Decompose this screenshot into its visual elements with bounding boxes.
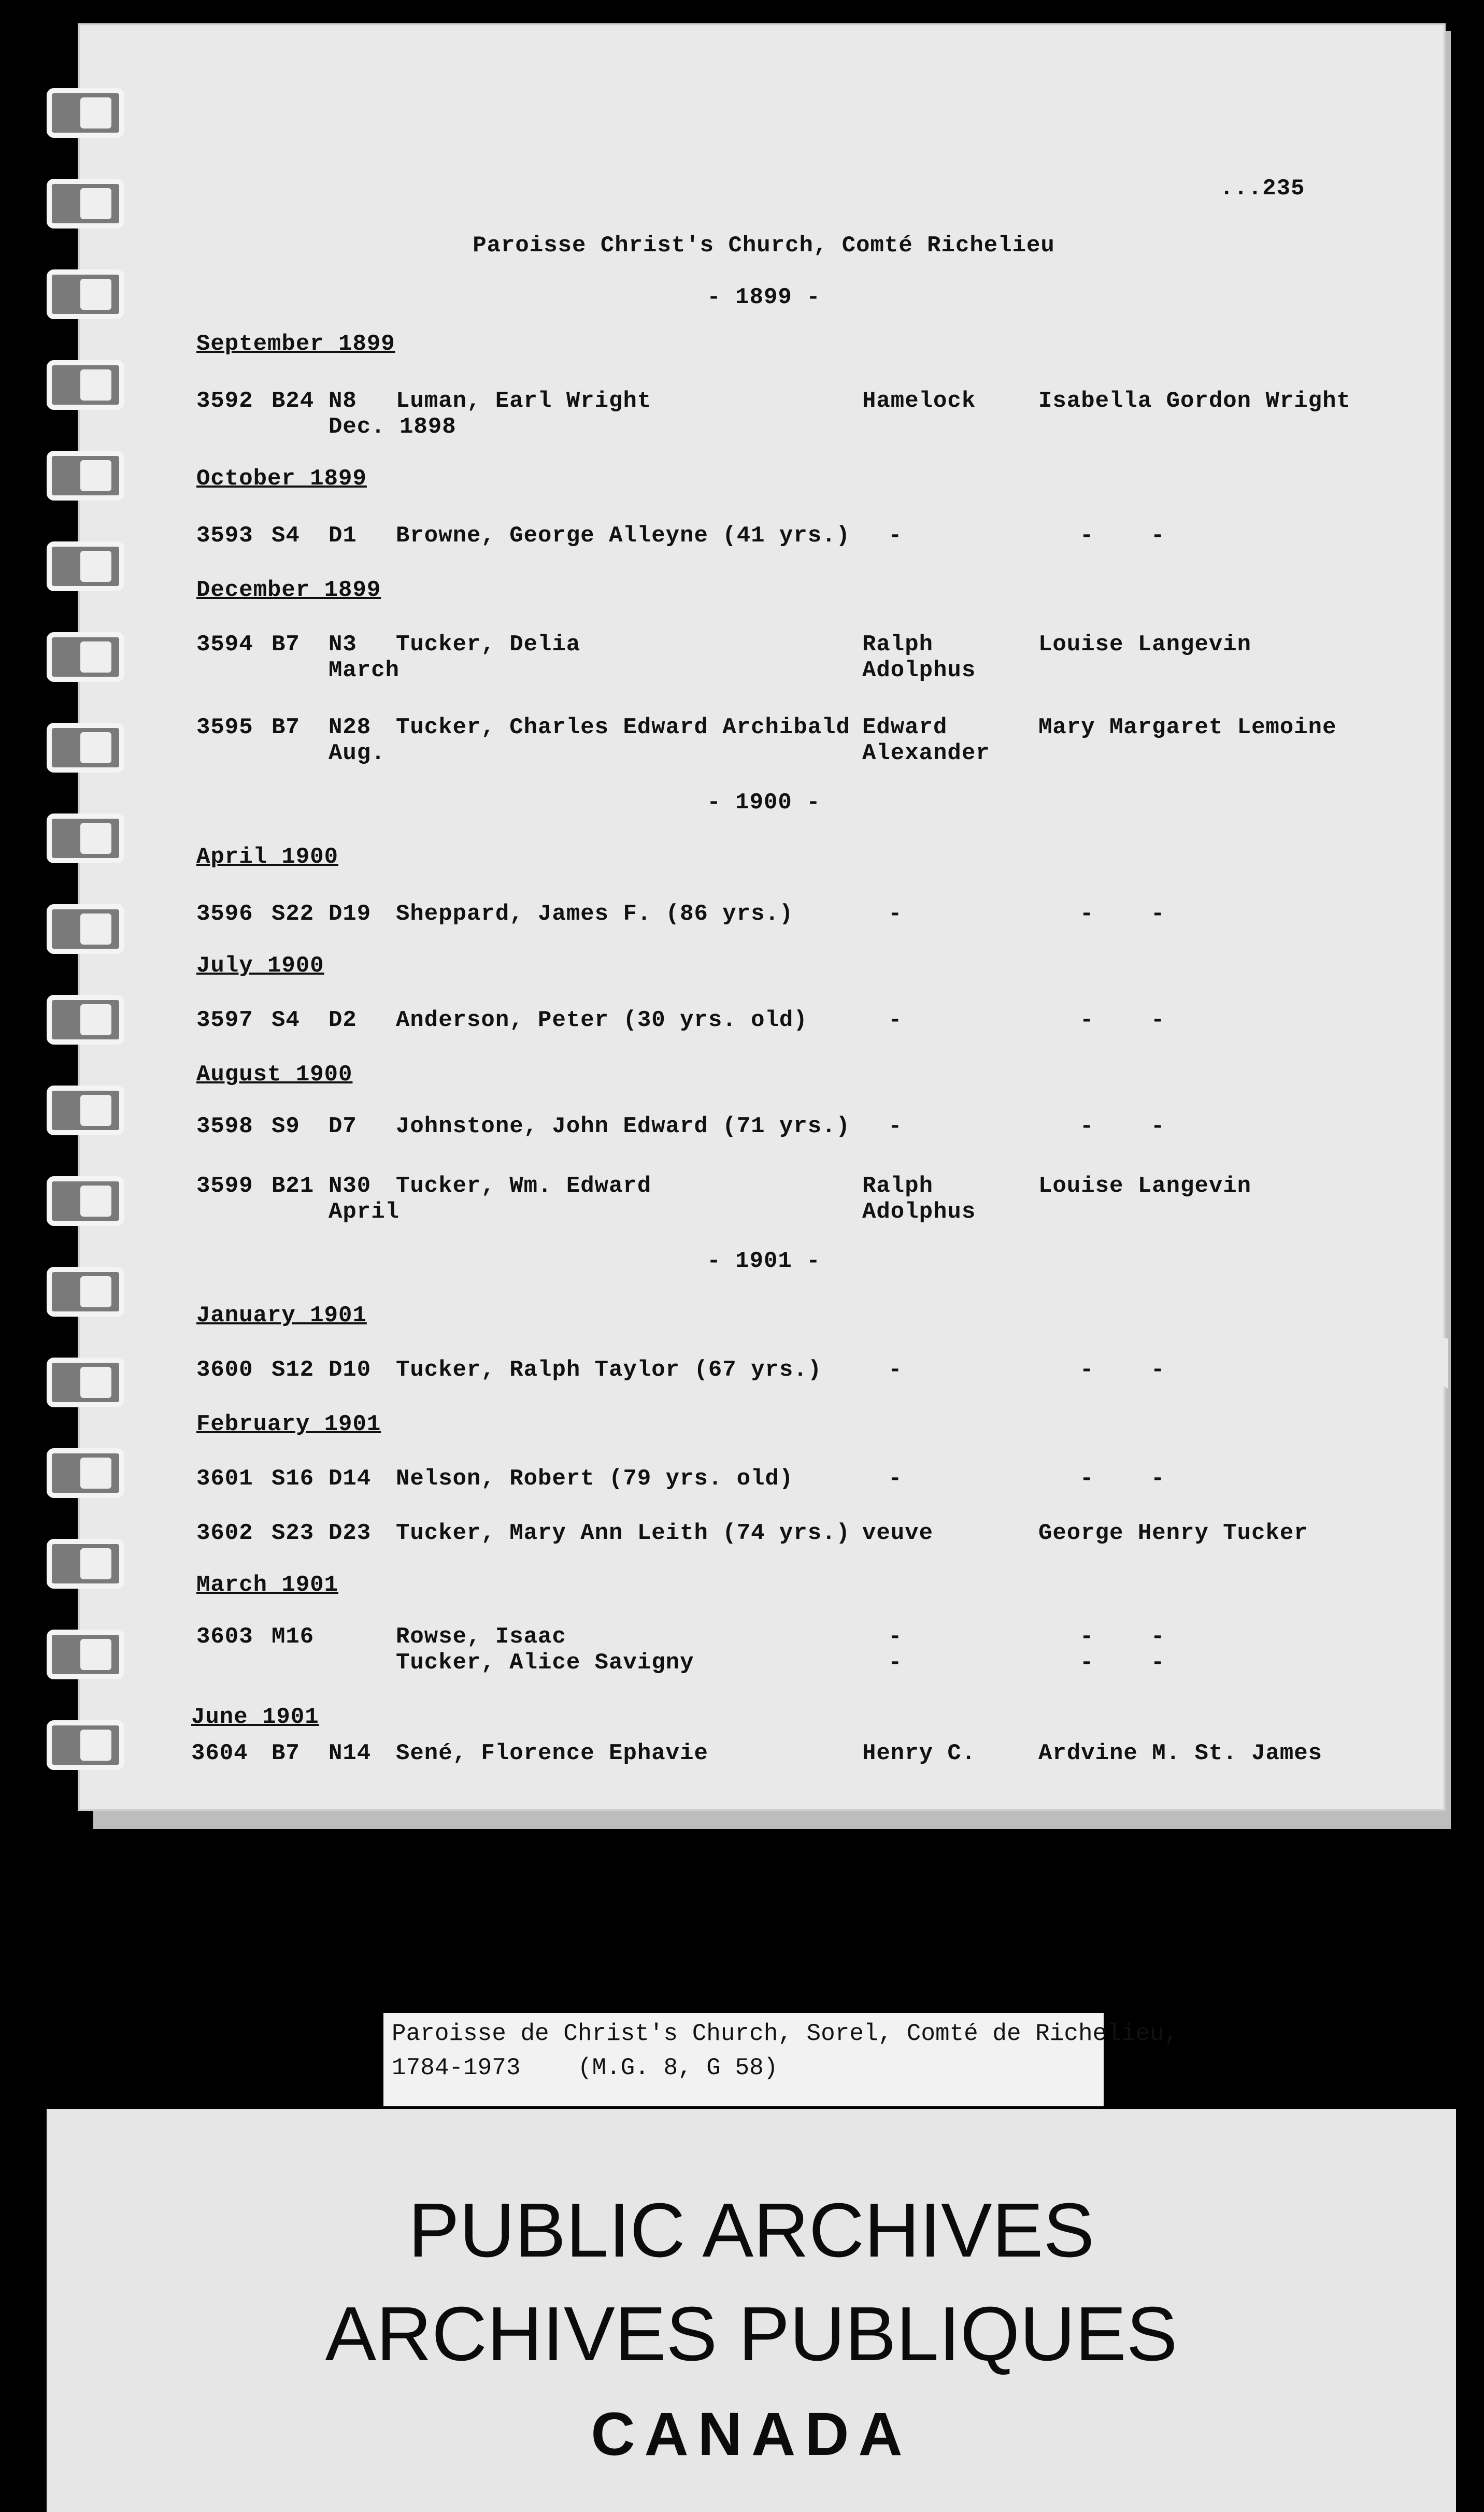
entry-number: 3604: [191, 1740, 248, 1766]
month-heading: February 1901: [196, 1411, 381, 1437]
binding-ring: [47, 813, 124, 863]
entry-register: M16: [272, 1624, 315, 1650]
archives-title-fr: ARCHIVES PUBLIQUES: [325, 2291, 1178, 2377]
entry-number: 3598: [196, 1114, 253, 1139]
entry-register: S4: [272, 523, 300, 549]
binding-ring: [47, 1448, 124, 1498]
entry-event: N3: [329, 632, 357, 658]
entry-father-2: Adolphus: [862, 1199, 976, 1225]
entry-event: D2: [329, 1007, 357, 1033]
entry-event-date: April: [329, 1199, 400, 1225]
entry-event: N30: [329, 1173, 372, 1199]
entry-number: 3595: [196, 715, 253, 740]
year-heading-1900: - 1900 -: [707, 790, 821, 816]
entry-mother: - -: [1080, 1007, 1165, 1033]
entry-father-2: -: [888, 1650, 903, 1676]
binding-ring: [47, 1630, 124, 1679]
entry-name: Tucker, Mary Ann Leith (74 yrs.): [396, 1520, 850, 1546]
archives-card: [47, 2109, 1456, 2512]
register-page: [78, 23, 1446, 1811]
binding-ring: [47, 1720, 124, 1770]
binding-ring: [47, 1267, 124, 1317]
entry-register: B24: [272, 388, 315, 414]
entry-father: -: [888, 1466, 903, 1492]
entry-mother: - -: [1080, 1466, 1165, 1492]
entry-register: B7: [272, 632, 300, 658]
entry-event-date: Dec. 1898: [329, 414, 456, 440]
entry-mother: Louise Langevin: [1038, 1173, 1252, 1199]
entry-father: -: [888, 1114, 903, 1139]
entry-event: N14: [329, 1740, 372, 1766]
entry-event: D1: [329, 523, 357, 549]
entry-number: 3593: [196, 523, 253, 549]
entry-name: Sené, Florence Ephavie: [396, 1740, 708, 1766]
entry-register: B21: [272, 1173, 315, 1199]
entry-register: S4: [272, 1007, 300, 1033]
binding-ring: [47, 632, 124, 682]
binding-ring: [47, 451, 124, 501]
binding-ring: [47, 88, 124, 138]
entry-mother: Ardvine M. St. James: [1038, 1740, 1323, 1766]
entry-name: Johnstone, John Edward (71 yrs.): [396, 1114, 850, 1139]
entry-number: 3601: [196, 1466, 253, 1492]
collection-label-line-2: 1784-1973 (M.G. 8, G 58): [392, 2054, 778, 2081]
binding-ring: [47, 1176, 124, 1226]
entry-event-date: Aug.: [329, 740, 386, 766]
entry-mother: George Henry Tucker: [1038, 1520, 1308, 1546]
binding-ring: [47, 995, 124, 1045]
entry-name: Rowse, Isaac: [396, 1624, 566, 1650]
entry-father-2: Adolphus: [862, 658, 976, 683]
year-heading-1901: - 1901 -: [707, 1248, 821, 1274]
binding-ring: [47, 1539, 124, 1589]
month-heading: June 1901: [191, 1704, 319, 1730]
collection-label-line-1: Paroisse de Christ's Church, Sorel, Comté de Richelieu,: [392, 2020, 1179, 2047]
binding-ring: [47, 179, 124, 229]
entry-name: Tucker, Delia: [396, 632, 581, 658]
entry-mother: Isabella Gordon Wright: [1038, 388, 1351, 414]
binding-ring: [47, 904, 124, 954]
entry-father: Edward: [862, 715, 948, 740]
page-title: Paroisse Christ's Church, Comté Richelieu: [473, 233, 1055, 259]
binding-ring: [47, 1358, 124, 1407]
entry-mother: - -: [1080, 523, 1165, 549]
entry-mother: - -: [1080, 901, 1165, 927]
entry-name: Sheppard, James F. (86 yrs.): [396, 901, 794, 927]
binding-ring: [47, 541, 124, 591]
month-heading: January 1901: [196, 1303, 367, 1329]
entry-event: N8: [329, 388, 357, 414]
entry-father: -: [888, 901, 903, 927]
binding-ring: [47, 360, 124, 410]
entry-mother: - -: [1080, 1624, 1165, 1650]
binding-ring: [47, 269, 124, 319]
entry-event: D14: [329, 1466, 372, 1492]
entry-number: 3592: [196, 388, 253, 414]
archives-title-en: PUBLIC ARCHIVES: [408, 2188, 1095, 2273]
binding-ring: [47, 1086, 124, 1135]
entry-father: Ralph: [862, 632, 934, 658]
archives-country: CANADA: [591, 2400, 912, 2468]
entry-number: 3599: [196, 1173, 253, 1199]
month-heading: September 1899: [196, 331, 395, 357]
entry-number: 3597: [196, 1007, 253, 1033]
page-number: ...235: [1220, 176, 1305, 202]
month-heading: October 1899: [196, 466, 367, 492]
entry-mother: Louise Langevin: [1038, 632, 1252, 658]
entry-father: -: [888, 1624, 903, 1650]
binding-ring: [47, 723, 124, 773]
entry-name: Tucker, Wm. Edward: [396, 1173, 652, 1199]
entry-father: -: [888, 523, 903, 549]
entry-mother-2: - -: [1080, 1650, 1165, 1676]
entry-name: Browne, George Alleyne (41 yrs.): [396, 523, 850, 549]
entry-number: 3602: [196, 1520, 253, 1546]
entry-number: 3596: [196, 901, 253, 927]
month-heading: July 1900: [196, 953, 324, 979]
entry-event: D23: [329, 1520, 372, 1546]
month-heading: August 1900: [196, 1062, 353, 1088]
entry-mother: - -: [1080, 1114, 1165, 1139]
month-heading: April 1900: [196, 844, 339, 870]
entry-number: 3600: [196, 1357, 253, 1383]
entry-name: Luman, Earl Wright: [396, 388, 652, 414]
entry-father: Ralph: [862, 1173, 934, 1199]
month-heading: December 1899: [196, 577, 381, 603]
entry-register: S22: [272, 901, 315, 927]
entry-name: Tucker, Ralph Taylor (67 yrs.): [396, 1357, 822, 1383]
collection-label: [383, 2013, 1179, 2106]
entry-event: D19: [329, 901, 372, 927]
entry-name: Tucker, Charles Edward Archibald: [396, 715, 850, 740]
entry-father: veuve: [862, 1520, 934, 1546]
entry-number: 3603: [196, 1624, 253, 1650]
entry-father: -: [888, 1007, 903, 1033]
entry-name-2: Tucker, Alice Savigny: [396, 1650, 694, 1676]
entry-register: B7: [272, 715, 300, 740]
entry-register: S9: [272, 1114, 300, 1139]
entry-number: 3594: [196, 632, 253, 658]
entry-father: -: [888, 1357, 903, 1383]
entry-mother: Mary Margaret Lemoine: [1038, 715, 1337, 740]
month-heading: March 1901: [196, 1572, 339, 1598]
entry-name: Anderson, Peter (30 yrs. old): [396, 1007, 808, 1033]
entry-event: N28: [329, 715, 372, 740]
entry-event-date: March: [329, 658, 400, 683]
entry-mother: - -: [1080, 1357, 1165, 1383]
entry-register: S23: [272, 1520, 315, 1546]
entry-register: S16: [272, 1466, 315, 1492]
entry-name: Nelson, Robert (79 yrs. old): [396, 1466, 794, 1492]
entry-father: Henry C.: [862, 1740, 976, 1766]
entry-register: S12: [272, 1357, 315, 1383]
entry-event: D10: [329, 1357, 372, 1383]
entry-register: B7: [272, 1740, 300, 1766]
spiral-binding: [47, 78, 135, 1788]
year-heading-1899: - 1899 -: [707, 284, 821, 310]
entry-event: D7: [329, 1114, 357, 1139]
entry-father: Hamelock: [862, 388, 976, 414]
entry-father-2: Alexander: [862, 740, 990, 766]
